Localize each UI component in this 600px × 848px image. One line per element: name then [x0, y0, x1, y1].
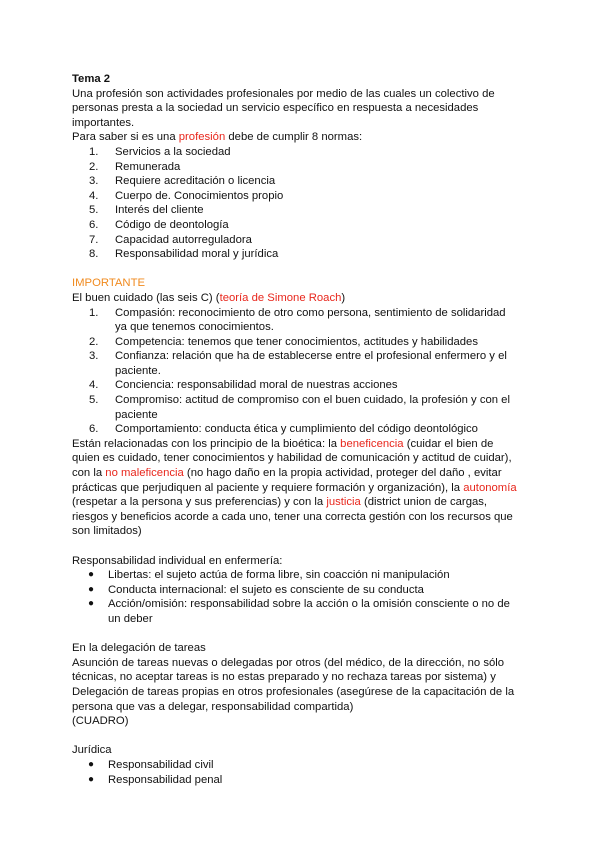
list-item: 8. Responsabilidad moral y jurídica — [89, 248, 279, 261]
list-item: 5. Compromiso: actitud de compromiso con el buen cuidado, la profesión y con el paciente — [89, 394, 510, 421]
care-highlight: teoría de Simone Roach — [219, 291, 342, 304]
list-item: 2. Remunerada — [89, 160, 181, 173]
highlight-beneficencia: beneficencia — [340, 437, 404, 450]
care-list — [72, 306, 520, 437]
highlight-no-maleficencia: no maleficencia — [105, 467, 184, 480]
juridica-list — [72, 758, 520, 787]
individual-list — [72, 568, 520, 626]
list-item: 3. Confianza: relación que ha de establecerse entre el profesional enfermero y el paciente. — [89, 350, 507, 377]
list-item: 4. Cuerpo de. Conocimientos propio — [89, 189, 284, 202]
list-item: ● Libertas: el sujeto actúa de forma libre, sin coacción ni manipulación — [88, 569, 450, 582]
delegation-paragraph: Asunción de tareas nuevas o delegadas por otros (del médico, de la dirección, no sólo técnicas, no aceptar tareas is no estas preparado y no rechaza tareas por sistema) y Delegación de tareas propias en otros profesionales (asegúrese de la capacitación de la persona que vas a delegar, responsabilidad compartida) — [72, 656, 515, 713]
list-item: ● Responsabilidad civil — [88, 758, 214, 771]
juridica-heading: Jurídica — [72, 744, 112, 757]
list-item: ● Acción/omisión: responsabilidad sobre la acción o la omisión consciente o no de un deber — [88, 598, 510, 625]
norms-prefix: Para saber si es una — [72, 131, 179, 144]
list-item: 6. Código de deontología — [89, 218, 229, 231]
intro-paragraph: Una profesión son actividades profesionales por medio de las cuales un colectivo de personas presta a la sociedad un servicio específico en respuesta a necesidades importantes. — [72, 87, 495, 129]
list-item: 2. Competencia: tenemos que tener conocimientos, actitudes y habilidades — [89, 335, 478, 348]
highlight-justicia: justicia — [326, 496, 361, 509]
list-item: 5. Interés del cliente — [89, 204, 204, 217]
norms-intro — [72, 130, 520, 145]
highlight-autonomia: autonomía — [463, 481, 517, 494]
list-item: ● Conducta internacional: el sujeto es consciente de su conducta — [88, 583, 424, 596]
doc-title: Tema 2 — [72, 73, 111, 85]
norms-list — [72, 145, 520, 262]
list-item: 7. Capacidad autorreguladora — [89, 233, 252, 246]
list-item: 1. Servicios a la sociedad — [89, 145, 231, 158]
delegation-heading: En la delegación de tareas — [72, 642, 206, 655]
care-suffix: ) — [341, 291, 346, 304]
cuadro-label: (CUADRO) — [72, 715, 129, 728]
individual-heading: Responsabilidad individual en enfermería: — [72, 554, 283, 567]
list-item: 3. Requiere acreditación o licencia — [89, 175, 276, 188]
care-prefix: El buen cuidado (las seis C) ( — [72, 291, 220, 304]
norms-suffix: debe de cumplir 8 normas: — [225, 131, 363, 144]
list-item: 6. Comportamiento: conducta ética y cumplimiento del código deontológico — [89, 423, 478, 436]
list-item: 1. Compasión: reconocimiento de otro como persona, sentimiento de solidaridad ya que tenemos conocimientos. — [89, 306, 506, 334]
list-item: ● Responsabilidad penal — [88, 773, 223, 786]
important-label: IMPORTANTE — [72, 277, 146, 290]
care-intro — [72, 291, 520, 306]
bioethics-paragraph: Están relacionadas con los principio de la bioética: la beneficencia (cuidar el bien de quien es cuidado, tener conocimientos y habilidad de comunicación y actitud de cuidar), con la no maleficencia (no hago daño en la propia actividad, proteger del daño , evitar prácticas que perjudiquen al paciente y requiere formación y organización), la autonomía (respetar a la persona y sus preferencias) y con la justicia (district union de cargas, riesgos y beneficios acorde a cada uno, tener una correcta gestión con los recursos que son limitados) — [72, 437, 517, 538]
norms-highlight: profesión — [178, 131, 226, 144]
list-item: 4. Conciencia: responsabilidad moral de nuestras acciones — [89, 379, 398, 392]
